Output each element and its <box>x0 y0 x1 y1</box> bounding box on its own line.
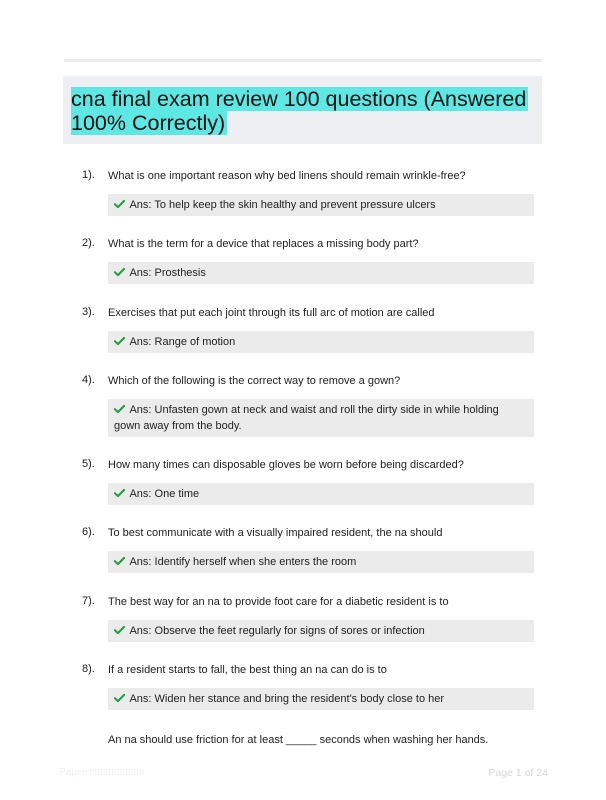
question-text: What is one important reason why bed linens should remain wrinkle-free? <box>108 170 466 182</box>
answer-text: Ans: Identify herself when she enters the room <box>129 556 357 568</box>
question-number: 3). <box>82 306 95 318</box>
question-text: Which of the following is the correct way to remove a gown? <box>108 375 401 387</box>
question-number: 1). <box>82 169 95 181</box>
check-icon <box>114 267 125 277</box>
question-number: 4). <box>82 374 95 386</box>
answer-text: Ans: Observe the feet regularly for signs of sores or infection <box>129 625 425 637</box>
answer-text: Ans: One time <box>129 488 200 500</box>
answer-box <box>108 399 534 437</box>
answer-box <box>108 483 534 505</box>
answer-box <box>108 194 534 216</box>
question-text: An na should use friction for at least _____ seconds when washing her hands. <box>108 734 489 746</box>
answer-text: Ans: Widen her stance and bring the resident's body close to her <box>129 693 445 705</box>
question-number: 2). <box>82 237 95 249</box>
check-icon <box>114 404 125 414</box>
question-number: 5). <box>82 458 95 470</box>
document-title: cna final exam review 100 questions (Answered 100% Correctly) <box>71 87 527 135</box>
question-number: 8). <box>82 663 95 675</box>
answer-text: Ans: Range of motion <box>129 336 236 348</box>
top-divider <box>64 59 542 62</box>
footer-site: Paperrtttttttttttttttttttt <box>59 767 145 778</box>
question-text: If a resident starts to fall, the best thing an na can do is to <box>108 664 387 676</box>
check-icon <box>114 556 125 566</box>
question-text: The best way for an na to provide foot care for a diabetic resident is to <box>108 596 449 608</box>
question-number: 6). <box>82 526 95 538</box>
answer-text: Ans: Unfasten gown at neck and waist and roll the dirty side in while holding gown away from the body. <box>114 404 499 432</box>
answer-box <box>108 688 534 710</box>
question-text: Exercises that put each joint through its full arc of motion are called <box>108 307 435 319</box>
page-number: Page 1 of 24 <box>488 767 548 779</box>
check-icon <box>114 199 125 209</box>
answer-text: Ans: Prosthesis <box>129 267 206 279</box>
check-icon <box>114 693 125 703</box>
answer-box <box>108 331 534 353</box>
question-text: How many times can disposable gloves be worn before being discarded? <box>108 459 464 471</box>
answer-box <box>108 262 534 284</box>
answer-box <box>108 551 534 573</box>
question-text: What is the term for a device that replaces a missing body part? <box>108 238 419 250</box>
answer-box <box>108 620 534 642</box>
check-icon <box>114 336 125 346</box>
check-icon <box>114 625 125 635</box>
check-icon <box>114 488 125 498</box>
question-number: 7). <box>82 595 95 607</box>
answer-text: Ans: To help keep the skin healthy and prevent pressure ulcers <box>129 199 436 211</box>
question-text: To best communicate with a visually impaired resident, the na should <box>108 527 443 539</box>
